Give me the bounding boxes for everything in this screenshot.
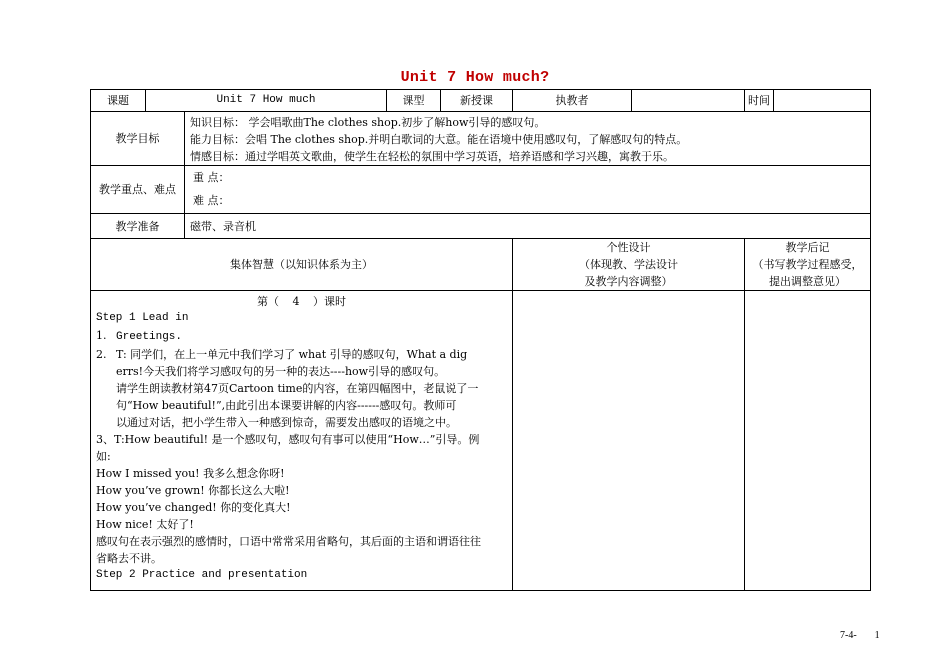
goal-knowledge: 知识目标： 学会唱歌曲The clothes shop.初步了解how引导的感叹句。 — [190, 115, 546, 129]
reflection-title: 教学后记 — [785, 241, 830, 254]
item1-number: 1. — [96, 329, 107, 342]
example-1: How I missed you! 我多么想念你呀! — [96, 467, 285, 480]
item3-line2: 如: — [96, 450, 111, 463]
item2-line2: errs!今天我们将学习感叹句的另一种的表达----how引导的感叹句。 — [116, 365, 446, 378]
goals-label: 教学目标 — [91, 112, 185, 166]
page-footer — [840, 630, 880, 641]
item2-line5: 以通过对话，把小学生带入一种感到惊奇，需要发出感叹的语境之中。 — [116, 416, 457, 429]
personal-design-sub2: 及教学内容调整） — [584, 275, 673, 288]
reflection-header — [745, 239, 871, 291]
footer-code: 7-4- — [840, 630, 857, 641]
topic-label: 课题 — [91, 90, 146, 112]
reflection-cell — [745, 291, 871, 591]
column-header-row — [91, 239, 871, 291]
type-value: 新授课 — [441, 90, 513, 112]
step2-heading: Step 2 Practice and presentation — [96, 569, 308, 581]
teacher-label: 执教者 — [513, 90, 632, 112]
lesson-body-row — [91, 291, 871, 591]
period-suffix: ）课时 — [313, 295, 346, 308]
item1 — [96, 327, 507, 346]
note-line2: 省略去不讲。 — [96, 552, 162, 565]
reflection-sub1: （书写教学过程感受， — [752, 258, 863, 271]
lesson-plan-table — [90, 89, 871, 591]
period-number: 4 — [292, 295, 300, 308]
key-points-content — [185, 166, 871, 214]
goals-row — [91, 112, 871, 166]
page-number: 1 — [874, 630, 880, 641]
item2 — [96, 346, 507, 363]
item1-text: Greetings. — [116, 331, 183, 343]
goal-ability: 能力目标：会唱 The clothes shop.并明白歌词的大意。能在语境中使用感叹句，了解感叹句的特点。 — [190, 132, 688, 146]
item2-line4: 句“How beautiful!”,由此引出本课要讲解的内容------感叹句。教师可 — [116, 399, 457, 412]
note-line1: 感叹句在表示强烈的感情时，口语中常常采用省略句，其后面的主语和谓语往往 — [96, 535, 481, 548]
personal-design-cell — [513, 291, 745, 591]
time-label: 时间 — [745, 90, 774, 112]
document-title: Unit 7 How much? — [400, 69, 550, 86]
goals-content — [185, 112, 871, 166]
item2-line1: T: 同学们，在上一单元中我们学习了 what 引导的感叹句，What a dig — [116, 348, 468, 361]
example-4: How nice! 太好了! — [96, 518, 194, 531]
main-column-header: 集体智慧（以知识体系为主） — [91, 239, 513, 291]
time-value — [774, 90, 871, 112]
type-label: 课型 — [387, 90, 441, 112]
prep-row — [91, 214, 871, 239]
personal-design-header — [513, 239, 745, 291]
key-points-row — [91, 166, 871, 214]
topic-value: Unit 7 How much — [146, 90, 387, 112]
goal-emotion: 情感目标：通过学唱英文歌曲，使学生在轻松的氛围中学习英语，培养语感和学习兴趣，寓教于乐。 — [190, 149, 674, 163]
teacher-value — [632, 90, 745, 112]
example-2: How you’ve grown! 你都长这么大啦! — [96, 484, 290, 497]
item3-line1: 3、T:How beautiful! 是一个感叹句，感叹句有事可以使用“How…”引导。例 — [96, 433, 480, 446]
reflection-sub2: 提出调整意见） — [769, 275, 846, 288]
prep-value: 磁带、录音机 — [185, 214, 871, 239]
header-row — [91, 90, 871, 112]
lesson-content — [91, 291, 513, 591]
item2-number: 2. — [96, 348, 107, 361]
key-point: 重 点： — [193, 170, 230, 184]
prep-label: 教学准备 — [91, 214, 185, 239]
period-prefix: 第（ — [257, 295, 279, 308]
step1-heading: Step 1 Lead in — [96, 312, 189, 324]
key-points-label: 教学重点、难点 — [91, 166, 185, 214]
personal-design-title: 个性设计 — [606, 241, 651, 254]
item2-line3: 请学生朗读教材第47页Cartoon time的内容，在第四幅图中，老鼠说了一 — [116, 382, 479, 395]
difficult-point: 难 点： — [193, 193, 230, 207]
personal-design-sub1: （体现教、学法设计 — [579, 258, 678, 271]
example-3: How you’ve changed! 你的变化真大! — [96, 501, 291, 514]
period-line — [96, 293, 507, 310]
